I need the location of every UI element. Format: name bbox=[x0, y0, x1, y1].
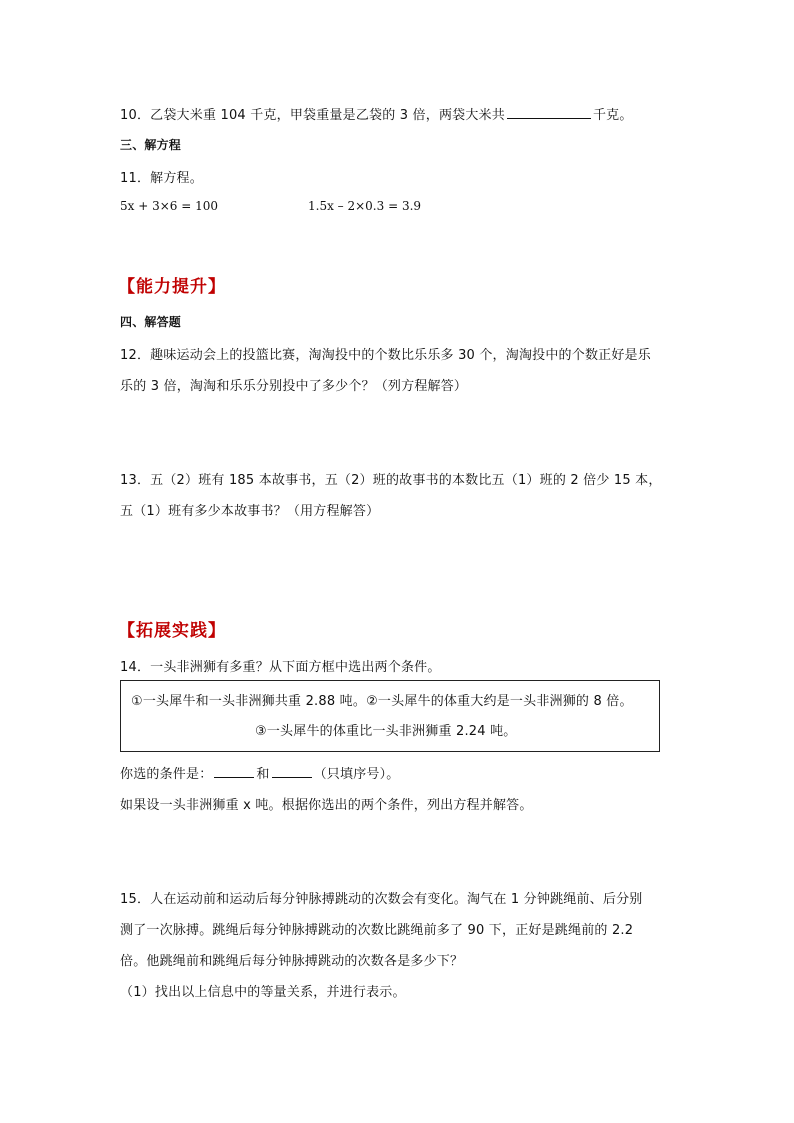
section-title-extension: 【拓展实践】 bbox=[118, 621, 226, 641]
question-15-sub-1: （1）找出以上信息中的等量关系，并进行表示。 bbox=[120, 985, 406, 1000]
question-13-line-2: 五（1）班有多少本故事书？（用方程解答） bbox=[120, 504, 380, 519]
question-15-line-3: 倍。他跳绳前和跳绳后每分钟脉搏跳动的次数各是多少下？ bbox=[120, 954, 464, 969]
question-10-unit: 千克。 bbox=[592, 108, 633, 123]
choice-prefix: 你选的条件是： bbox=[120, 767, 213, 782]
question-12-line-2: 乐的 3 倍，淘淘和乐乐分别投中了多少个？（列方程解答） bbox=[120, 379, 468, 394]
conditions-line-1: ①一头犀牛和一头非洲狮共重 2.88 吨。②一头犀牛的体重大约是一头非洲狮的 8 倍。 bbox=[131, 694, 633, 709]
choice-blank-2[interactable] bbox=[272, 765, 312, 778]
equation-2: 1.5x – 2×0.3 = 3.9 bbox=[308, 199, 422, 213]
equation-1: 5x + 3×6 = 100 bbox=[120, 199, 218, 213]
choice-and: 和 bbox=[256, 767, 270, 782]
section-title-ability: 【能力提升】 bbox=[118, 277, 226, 297]
question-12-line-1: 12．趣味运动会上的投篮比赛，淘淘投中的个数比乐乐多 30 个，淘淘投中的个数正好是乐 bbox=[120, 348, 651, 363]
section-heading-word-problems: 四、解答题 bbox=[120, 315, 182, 329]
choice-suffix: （只填序号）。 bbox=[313, 767, 400, 782]
question-14-choice bbox=[120, 763, 400, 782]
question-14-setup: 如果设一头非洲狮重 x 吨。根据你选出的两个条件，列出方程并解答。 bbox=[120, 798, 533, 813]
question-10-text: 10．乙袋大米重 104 千克，甲袋重量是乙袋的 3 倍，两袋大米共 bbox=[120, 108, 505, 123]
question-14: 14．一头非洲狮有多重？从下面方框中选出两个条件。 bbox=[120, 660, 441, 675]
question-10 bbox=[120, 104, 633, 123]
section-heading-solve-equations: 三、解方程 bbox=[120, 138, 182, 152]
choice-blank-1[interactable] bbox=[214, 765, 254, 778]
question-13-line-1: 13．五（2）班有 185 本故事书，五（2）班的故事书的本数比五（1）班的 2 倍少 15 本， bbox=[120, 473, 662, 488]
question-11: 11．解方程。 bbox=[120, 171, 203, 186]
conditions-box bbox=[120, 680, 660, 752]
question-15-line-1: 15．人在运动前和运动后每分钟脉搏跳动的次数会有变化。淘气在 1 分钟跳绳前、后分别 bbox=[120, 892, 643, 907]
conditions-line-2: ③一头犀牛的体重比一头非洲狮重 2.24 吨。 bbox=[255, 724, 517, 739]
answer-blank[interactable] bbox=[507, 106, 591, 119]
question-15-line-2: 测了一次脉搏。跳绳后每分钟脉搏跳动的次数比跳绳前多了 90 下，正好是跳绳前的 2.2 bbox=[120, 923, 634, 938]
